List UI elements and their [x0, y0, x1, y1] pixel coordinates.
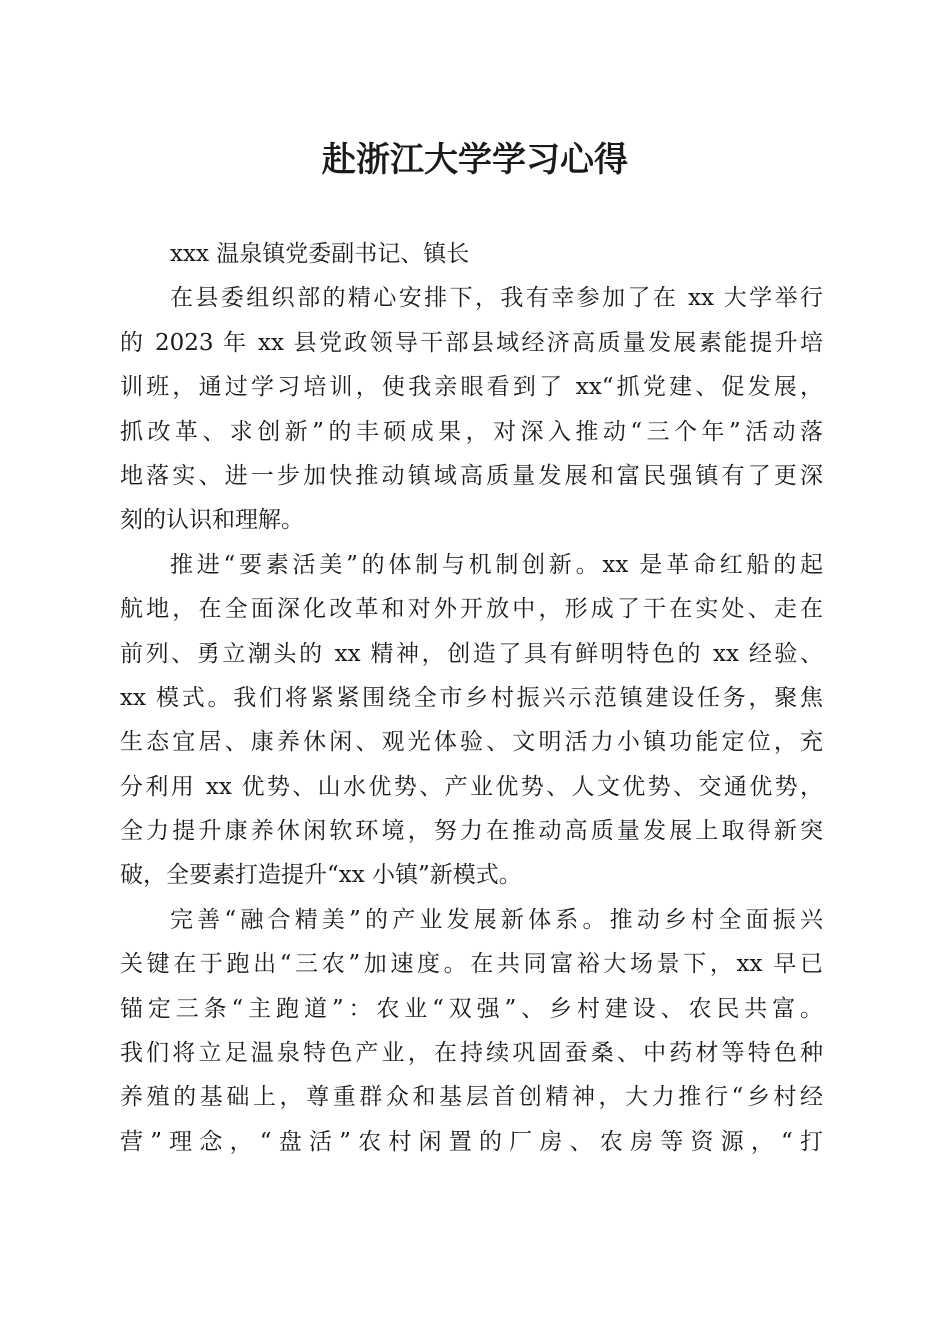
- text-line: xx 模式。我们将紧紧围绕全市乡村振兴示范镇建设任务，聚焦: [120, 684, 823, 711]
- text-line: 完善“融合精美”的产业发展新体系。推动乡村全面振兴: [170, 906, 823, 933]
- text-line: 的 2023 年 xx 县党政领导干部县域经济高质量发展素能提升培: [120, 329, 823, 356]
- text-line: 前列、勇立潮头的 xx 精神，创造了具有鲜明特色的 xx 经验、: [120, 640, 823, 667]
- text-line: 刻的认识和理解。: [120, 507, 304, 534]
- paragraph-2: [120, 543, 823, 898]
- text-line: 关键在于跑出“三农”加速度。在共同富裕大场景下，xx 早已: [120, 951, 823, 978]
- text-line: 航地，在全面深化改革和对外开放中，形成了干在实处、走在: [120, 596, 823, 623]
- document-title: 赴浙江大学学习心得: [322, 140, 628, 180]
- paragraph-1: [120, 276, 823, 542]
- text-line: 抓改革、求创新”的丰硕成果，对深入推动“三个年”活动落: [120, 418, 823, 445]
- text-line: 全力提升康养休闲软环境，努力在推动高质量发展上取得新突: [120, 818, 823, 845]
- text-line: 营”理念，“盘活”农村闲置的厂房、农房等资源，“打: [120, 1128, 823, 1155]
- text-line: 推进“要素活美”的体制与机制创新。xx 是革命红船的起: [170, 551, 823, 578]
- text-line: 养殖的基础上，尊重群众和基层首创精神，大力推行“乡村经: [120, 1084, 823, 1111]
- text-line: 分利用 xx 优势、山水优势、产业优势、人文优势、交通优势，: [120, 773, 823, 800]
- text-line: 破，全要素打造提升“xx 小镇”新模式。: [120, 862, 522, 889]
- author-byline: xxx 温泉镇党委副书记、镇长: [170, 241, 470, 267]
- document-body: [120, 232, 823, 1164]
- paragraph-3: [120, 898, 823, 1164]
- text-line: 地落实、进一步加快推动镇域高质量发展和富民强镇有了更深: [120, 462, 823, 489]
- text-line: 锚定三条“主跑道”：农业“双强”、乡村建设、农民共富。: [120, 995, 823, 1022]
- text-line: 我们将立足温泉特色产业，在持续巩固蚕桑、中药材等特色种: [120, 1040, 823, 1067]
- text-line: 生态宜居、康养休闲、观光体验、文明活力小镇功能定位，充: [120, 729, 823, 756]
- text-line: 训班，通过学习培训，使我亲眼看到了 xx“抓党建、促发展，: [120, 374, 823, 401]
- text-line: 在县委组织部的精心安排下，我有幸参加了在 xx 大学举行: [170, 285, 823, 312]
